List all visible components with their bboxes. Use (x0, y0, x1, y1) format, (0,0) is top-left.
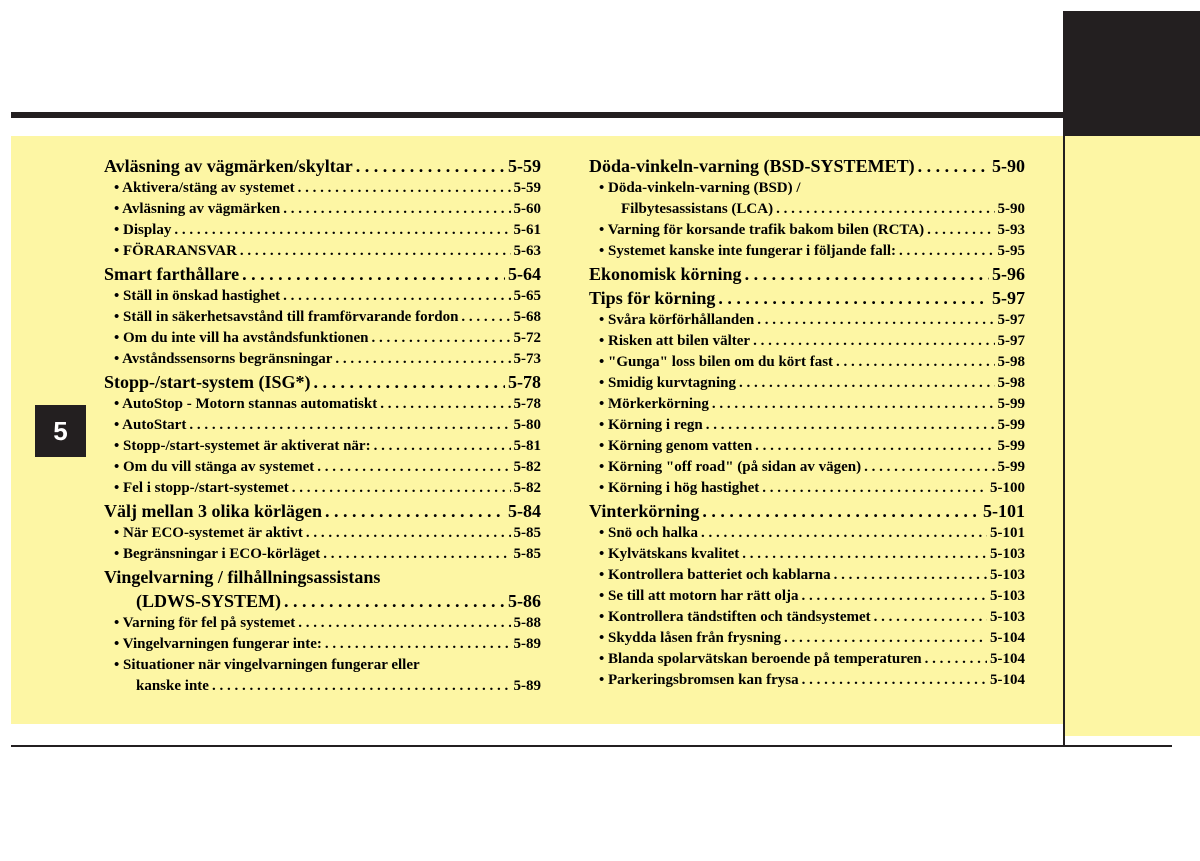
toc-page-number: 5-81 (513, 438, 541, 454)
toc-entry-title: Ekonomisk körning (589, 264, 742, 284)
toc-page-number: 5-103 (990, 567, 1025, 583)
toc-subentry[interactable] (104, 676, 541, 697)
toc-page-number: 5-64 (508, 264, 541, 284)
dot-leader (323, 544, 510, 565)
toc-entry-title: • Snö och halka (599, 525, 699, 541)
dot-leader (745, 262, 989, 286)
toc-subentry[interactable] (104, 478, 541, 499)
dot-leader (325, 499, 505, 523)
toc-entry-title: • Display (114, 222, 172, 238)
toc-page-number: 5-61 (513, 222, 541, 238)
dot-leader (298, 178, 511, 199)
toc-entry-title: • Ställ in säkerhetsavstånd till framförvarande fordon (114, 309, 459, 325)
dot-leader (314, 370, 506, 394)
dot-leader (757, 310, 994, 331)
toc-subentry[interactable] (104, 436, 541, 457)
toc-page-number: 5-89 (513, 636, 541, 652)
toc-subentry[interactable] (589, 628, 1025, 649)
dot-leader (836, 352, 994, 373)
toc-entry-title: • När ECO-systemet är aktivt (114, 525, 303, 541)
dot-leader (189, 415, 510, 436)
toc-page-number: 5-86 (508, 591, 541, 611)
toc-heading[interactable] (104, 262, 541, 286)
dot-leader (242, 262, 505, 286)
toc-entry-title: • Avläsning av vägmärken (114, 201, 281, 217)
toc-subentry[interactable] (589, 457, 1025, 478)
toc-heading[interactable] (104, 154, 541, 178)
toc-page-number: 5-99 (997, 417, 1025, 433)
toc-subentry[interactable] (589, 649, 1025, 670)
toc-entry-title: • Varning för fel på systemet (114, 615, 296, 631)
dot-leader (753, 331, 994, 352)
toc-entry-title: • Kontrollera batteriet och kablarna (599, 567, 831, 583)
toc-page-number: 5-82 (513, 480, 541, 496)
dot-leader (372, 328, 511, 349)
toc-entry-title: • Vingelvarningen fungerar inte: (114, 636, 322, 652)
toc-heading[interactable] (104, 565, 541, 589)
toc-subentry[interactable] (589, 331, 1025, 352)
toc-entry-title: • Mörkerkörning (599, 396, 709, 412)
toc-page-number: 5-63 (513, 243, 541, 259)
toc-page-number: 5-98 (997, 354, 1025, 370)
margin-divider (1063, 136, 1065, 746)
dot-leader (284, 589, 505, 613)
toc-page-number: 5-78 (513, 396, 541, 412)
toc-entry-title: • Döda-vinkeln-varning (BSD) / (599, 180, 801, 196)
toc-entry-title: • AutoStart (114, 417, 187, 433)
toc-subentry[interactable] (589, 670, 1025, 691)
dot-leader (802, 586, 987, 607)
toc-entry-title: • Begränsningar i ECO-körläget (114, 546, 321, 562)
toc-subentry[interactable] (104, 307, 541, 328)
dot-leader (292, 478, 511, 499)
toc-subentry[interactable] (104, 613, 541, 634)
toc-page-number: 5-60 (513, 201, 541, 217)
toc-subentry[interactable] (589, 607, 1025, 628)
toc-page-number: 5-80 (513, 417, 541, 433)
toc-page-number: 5-99 (997, 438, 1025, 454)
toc-column-left (104, 154, 541, 697)
dot-leader (899, 241, 994, 262)
toc-subentry[interactable] (104, 523, 541, 544)
dot-leader (784, 628, 987, 649)
dot-leader (755, 436, 994, 457)
toc-entry-title: (LDWS-SYSTEM) (136, 591, 282, 611)
dot-leader (712, 394, 995, 415)
toc-entry-title: • Skydda låsen från frysning (599, 630, 781, 646)
toc-page-number: 5-93 (997, 222, 1025, 238)
dot-leader (702, 499, 980, 523)
toc-subentry[interactable] (589, 241, 1025, 262)
toc-subentry[interactable] (104, 349, 541, 370)
toc-page-number: 5-82 (513, 459, 541, 475)
toc-page-number: 5-78 (508, 372, 541, 392)
toc-entry-title: • FÖRARANSVAR (114, 243, 237, 259)
toc-page-number: 5-59 (513, 180, 541, 196)
toc-page-number: 5-90 (997, 201, 1025, 217)
toc-entry-title: • Körning "off road" (på sidan av vägen) (599, 459, 862, 475)
toc-heading[interactable] (104, 499, 541, 523)
toc-heading[interactable] (104, 589, 541, 613)
toc-subentry[interactable] (589, 565, 1025, 586)
toc-entry-title: Tips för körning (589, 288, 716, 308)
toc-entry-title: • Avståndssensorns begränsningar (114, 351, 333, 367)
toc-subentry[interactable] (589, 373, 1025, 394)
toc-page-number: 5-89 (513, 678, 541, 694)
toc-heading[interactable] (589, 499, 1025, 523)
toc-entry-title: • Körning i hög hastighet (599, 480, 760, 496)
toc-subentry[interactable] (104, 286, 541, 307)
toc-column-right (589, 154, 1025, 691)
toc-page-number: 5-101 (983, 501, 1025, 521)
toc-entry-title: Smart farthållare (104, 264, 240, 284)
toc-subentry[interactable] (589, 352, 1025, 373)
toc-page-number: 5-98 (997, 375, 1025, 391)
toc-page-number: 5-103 (990, 588, 1025, 604)
dot-leader (306, 523, 511, 544)
dot-leader (918, 154, 989, 178)
toc-entry-title: Vinterkörning (589, 501, 700, 521)
bottom-rule (11, 745, 1172, 747)
toc-page-number: 5-97 (997, 333, 1025, 349)
toc-entry-title: Avläsning av vägmärken/skyltar (104, 156, 353, 176)
toc-entry-title: • AutoStop - Motorn stannas automatiskt (114, 396, 378, 412)
toc-heading[interactable] (589, 286, 1025, 310)
toc-entry-title: • Stopp-/start-systemet är aktiverat när: (114, 438, 371, 454)
toc-entry-title: • Om du vill stänga av systemet (114, 459, 315, 475)
dot-leader (283, 199, 510, 220)
toc-page-number: 5-103 (990, 609, 1025, 625)
dot-leader (461, 307, 510, 328)
dot-leader (298, 613, 510, 634)
toc-entry-title: • Ställ in önskad hastighet (114, 288, 281, 304)
toc-entry-title: • Fel i stopp-/start-systemet (114, 480, 289, 496)
dot-leader (701, 523, 987, 544)
dot-leader (325, 634, 511, 655)
toc-page-number: 5-90 (992, 156, 1025, 176)
toc-entry-title: • Blanda spolarvätskan beroende på temperaturen (599, 651, 922, 667)
toc-entry-title: • Smidig kurvtagning (599, 375, 736, 391)
dot-leader (335, 349, 510, 370)
toc-page-number: 5-101 (990, 525, 1025, 541)
dot-leader (380, 394, 510, 415)
toc-subentry[interactable] (104, 457, 541, 478)
toc-subentry[interactable] (589, 310, 1025, 331)
dot-leader (283, 286, 510, 307)
toc-page-number: 5-65 (513, 288, 541, 304)
dot-leader (718, 286, 989, 310)
dot-leader (240, 241, 511, 262)
toc-page-number: 5-68 (513, 309, 541, 325)
toc-subentry[interactable] (589, 178, 1025, 199)
dot-leader (927, 220, 994, 241)
dot-leader (762, 478, 987, 499)
toc-entry-title: • Kontrollera tändstiften och tändsystemet (599, 609, 871, 625)
toc-subentry[interactable] (589, 586, 1025, 607)
dot-leader (834, 565, 987, 586)
toc-subentry[interactable] (104, 394, 541, 415)
toc-subentry[interactable] (589, 199, 1025, 220)
toc-entry-title: • Situationer när vingelvarningen fungerar eller (114, 657, 420, 673)
dot-leader (776, 199, 994, 220)
toc-page-number: 5-96 (992, 264, 1025, 284)
top-rule (11, 112, 1199, 118)
dot-leader (864, 457, 994, 478)
toc-heading[interactable] (589, 154, 1025, 178)
toc-page-number: 5-85 (513, 525, 541, 541)
toc-subentry[interactable] (104, 415, 541, 436)
toc-subentry[interactable] (589, 544, 1025, 565)
toc-page-number: 5-85 (513, 546, 541, 562)
toc-subentry[interactable] (589, 478, 1025, 499)
toc-page-number: 5-72 (513, 330, 541, 346)
toc-entry-title: • "Gunga" loss bilen om du kört fast (599, 354, 834, 370)
toc-entry-title: • Se till att motorn har rätt olja (599, 588, 799, 604)
toc-page-number: 5-97 (992, 288, 1025, 308)
dot-leader (212, 676, 511, 697)
dot-leader (317, 457, 510, 478)
dot-leader (706, 415, 995, 436)
toc-page-number: 5-100 (990, 480, 1025, 496)
dot-leader (356, 154, 505, 178)
toc-subentry[interactable] (104, 328, 541, 349)
toc-entry-title: Döda-vinkeln-varning (BSD-SYSTEMET) (589, 156, 915, 176)
toc-subentry[interactable] (104, 655, 541, 676)
dot-leader (802, 670, 987, 691)
toc-page-number: 5-104 (990, 672, 1025, 688)
toc-entry-title: • Risken att bilen välter (599, 333, 751, 349)
toc-page-number: 5-73 (513, 351, 541, 367)
toc-subentry[interactable] (589, 220, 1025, 241)
toc-page-number: 5-99 (997, 459, 1025, 475)
toc-page-number: 5-59 (508, 156, 541, 176)
toc-page-number: 5-104 (990, 651, 1025, 667)
toc-page-number: 5-99 (997, 396, 1025, 412)
toc-page-number: 5-88 (513, 615, 541, 631)
dot-leader (739, 373, 995, 394)
toc-page-number: 5-95 (997, 243, 1025, 259)
toc-subentry[interactable] (589, 394, 1025, 415)
toc-subentry[interactable] (104, 241, 541, 262)
toc-subentry[interactable] (589, 436, 1025, 457)
toc-entry-title: Vingelvarning / filhållningsassistans (104, 567, 381, 587)
toc-subentry[interactable] (104, 544, 541, 565)
toc-entry-title: Stopp-/start-system (ISG*) (104, 372, 311, 392)
dot-leader (925, 649, 987, 670)
toc-entry-title: • Parkeringsbromsen kan frysa (599, 672, 799, 688)
toc-page-number: 5-97 (997, 312, 1025, 328)
toc-subentry[interactable] (104, 220, 541, 241)
dot-leader (874, 607, 987, 628)
toc-page-number: 5-84 (508, 501, 541, 521)
toc-entry-title: • Körning genom vatten (599, 438, 753, 454)
toc-subentry[interactable] (104, 178, 541, 199)
toc-entry-title: Filbytesassistans (LCA) (621, 201, 774, 217)
toc-entry-title: • Systemet kanske inte fungerar i följande fall: (599, 243, 897, 259)
toc-subentry[interactable] (589, 415, 1025, 436)
toc-entry-title: • Körning i regn (599, 417, 703, 433)
chapter-tab: 5 (35, 405, 86, 457)
toc-subentry[interactable] (104, 634, 541, 655)
toc-entry-title: • Svåra körförhållanden (599, 312, 755, 328)
dot-leader (174, 220, 510, 241)
toc-page-number: 5-103 (990, 546, 1025, 562)
toc-entry-title: • Aktivera/stäng av systemet (114, 180, 295, 196)
side-panel (1065, 136, 1200, 736)
toc-subentry[interactable] (589, 523, 1025, 544)
toc-subentry[interactable] (104, 199, 541, 220)
toc-entry-title: • Varning för korsande trafik bakom bilen (RCTA) (599, 222, 925, 238)
toc-entry-title: Välj mellan 3 olika körlägen (104, 501, 323, 521)
toc-entry-title: • Kylvätskans kvalitet (599, 546, 740, 562)
toc-entry-title: kanske inte (136, 678, 209, 694)
toc-heading[interactable] (104, 370, 541, 394)
toc-entry-title: • Om du inte vill ha avståndsfunktionen (114, 330, 369, 346)
toc-heading[interactable] (589, 262, 1025, 286)
dot-leader (742, 544, 987, 565)
dot-leader (374, 436, 511, 457)
toc-page-number: 5-104 (990, 630, 1025, 646)
